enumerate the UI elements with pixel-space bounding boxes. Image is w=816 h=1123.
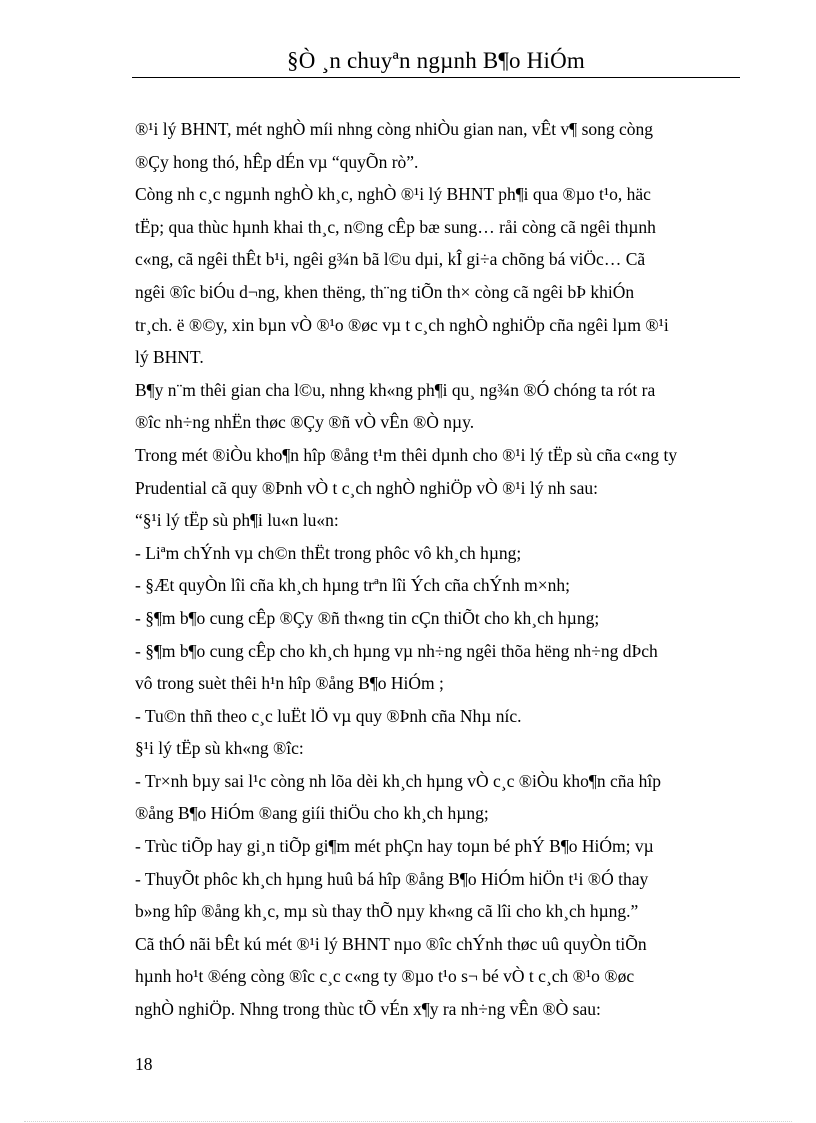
text-line: tr¸ch. ë ®©y, xin bµn vÒ ®¹o ®øc vµ t c¸ch nghÒ nghiÖp cña ngêi lµm ®¹i xyxy=(135,314,669,335)
text-line: tËp; qua thùc hµnh khai th¸c, n©ng cÊp bæ sung… råi còng cã ngêi thµnh xyxy=(135,216,656,237)
text-line: Còng nh c¸c ngµnh nghÒ kh¸c, nghÒ ®¹i lý BHNT ph¶i qua ®µo t¹o, häc xyxy=(135,184,651,205)
text-line: ngêi ®îc biÓu d¬ng, khen thëng, th¨ng tiÕn th× còng cã ngêi bÞ khiÓn xyxy=(135,281,635,302)
text-line: hµnh ho¹t ®éng còng ®îc c¸c c«ng ty ®µo t¹o s¬ bé vÒ t c¸ch ®¹o ®øc xyxy=(135,966,635,987)
text-line: nghÒ nghiÖp. Nhng trong thùc tÕ vÉn x¶y ra nh÷ng vÊn ®Ò sau: xyxy=(135,999,601,1020)
text-line: §¹i lý tËp sù kh«ng ®îc: xyxy=(135,738,304,759)
text-line: ®Çy hong thó, hÊp dÉn vµ “quyÕn rò”. xyxy=(135,151,419,172)
text-line: Prudential cã quy ®Þnh vÒ t c¸ch nghÒ nghiÖp vÒ ®¹i lý nh sau: xyxy=(135,477,598,498)
text-line: b»ng hîp ®ång kh¸c, mµ sù thay thÕ nµy kh«ng cã lîi cho kh¸ch hµng.” xyxy=(135,901,639,922)
page-header-title: §Ò ¸n chuyªn ngµnh B¶o HiÓm xyxy=(287,48,585,73)
text-line: - ThuyÕt phôc kh¸ch hµng huû bá hîp ®ång B¶o HiÓm hiÖn t¹i ®Ó thay xyxy=(135,868,649,889)
text-line: B¶y n¨m thêi gian cha l©u, nhng kh«ng ph¶i qu¸ ng¾n ®Ó chóng ta rót ra xyxy=(135,379,656,400)
text-line: - §¶m b¶o cung cÊp ®Çy ®ñ th«ng tin cÇn thiÕt cho kh¸ch hµng; xyxy=(135,607,600,628)
text-line: - §¶m b¶o cung cÊp cho kh¸ch hµng vµ nh÷ng ngêi thõa hëng nh÷ng dÞch xyxy=(135,640,658,661)
text-line: Cã thÓ nãi bÊt kú mét ®¹i lý BHNT nµo ®îc chÝnh thøc uû quyÒn tiÕn xyxy=(135,933,647,954)
text-line: lý BHNT. xyxy=(135,347,204,368)
text-line: - Tr×nh bµy sai l¹c còng nh lõa dèi kh¸ch hµng vÒ c¸c ®iÒu kho¶n cña hîp xyxy=(135,770,662,791)
text-line: ®ång B¶o HiÓm ®ang giíi thiÖu cho kh¸ch hµng; xyxy=(135,803,489,824)
text-line: ®¹i lý BHNT, mét nghÒ míi nhng còng nhiÒu gian nan, vÊt v¶ song còng xyxy=(135,119,654,139)
text-line: - Liªm chÝnh vµ ch©n thËt trong phôc vô kh¸ch hµng; xyxy=(135,542,522,563)
text-line: - Trùc tiÕp hay gi¸n tiÕp gi¶m mét phÇn hay toµn bé phÝ B¶o HiÓm; vµ xyxy=(135,836,654,857)
page-bottom-divider xyxy=(24,1121,792,1122)
page-number: 18 xyxy=(135,1054,153,1074)
text-line: - Tu©n thñ theo c¸c luËt lÖ vµ quy ®Þnh cña Nhµ níc. xyxy=(135,705,522,726)
text-line: ®îc nh÷ng nhËn thøc ®Çy ®ñ vÒ vÊn ®Ò nµy. xyxy=(135,412,475,433)
text-line: “§¹i lý tËp sù ph¶i lu«n lu«n: xyxy=(135,510,339,531)
body-text xyxy=(135,113,739,1026)
header-divider xyxy=(132,77,740,78)
text-line: vô trong suèt thêi h¹n hîp ®ång B¶o HiÓm ; xyxy=(135,673,444,694)
text-line: - §Æt quyÒn lîi cña kh¸ch hµng trªn lîi Ých cña chÝnh m×nh; xyxy=(135,575,570,596)
text-line: Trong mét ®iÒu kho¶n hîp ®ång t¹m thêi dµnh cho ®¹i lý tËp sù cña c«ng ty xyxy=(135,444,678,465)
text-line: c«ng, cã ngêi thÊt b¹i, ngêi g¾n bã l©u dµi, kÎ gi÷a chõng bá viÖc… Cã xyxy=(135,249,646,270)
